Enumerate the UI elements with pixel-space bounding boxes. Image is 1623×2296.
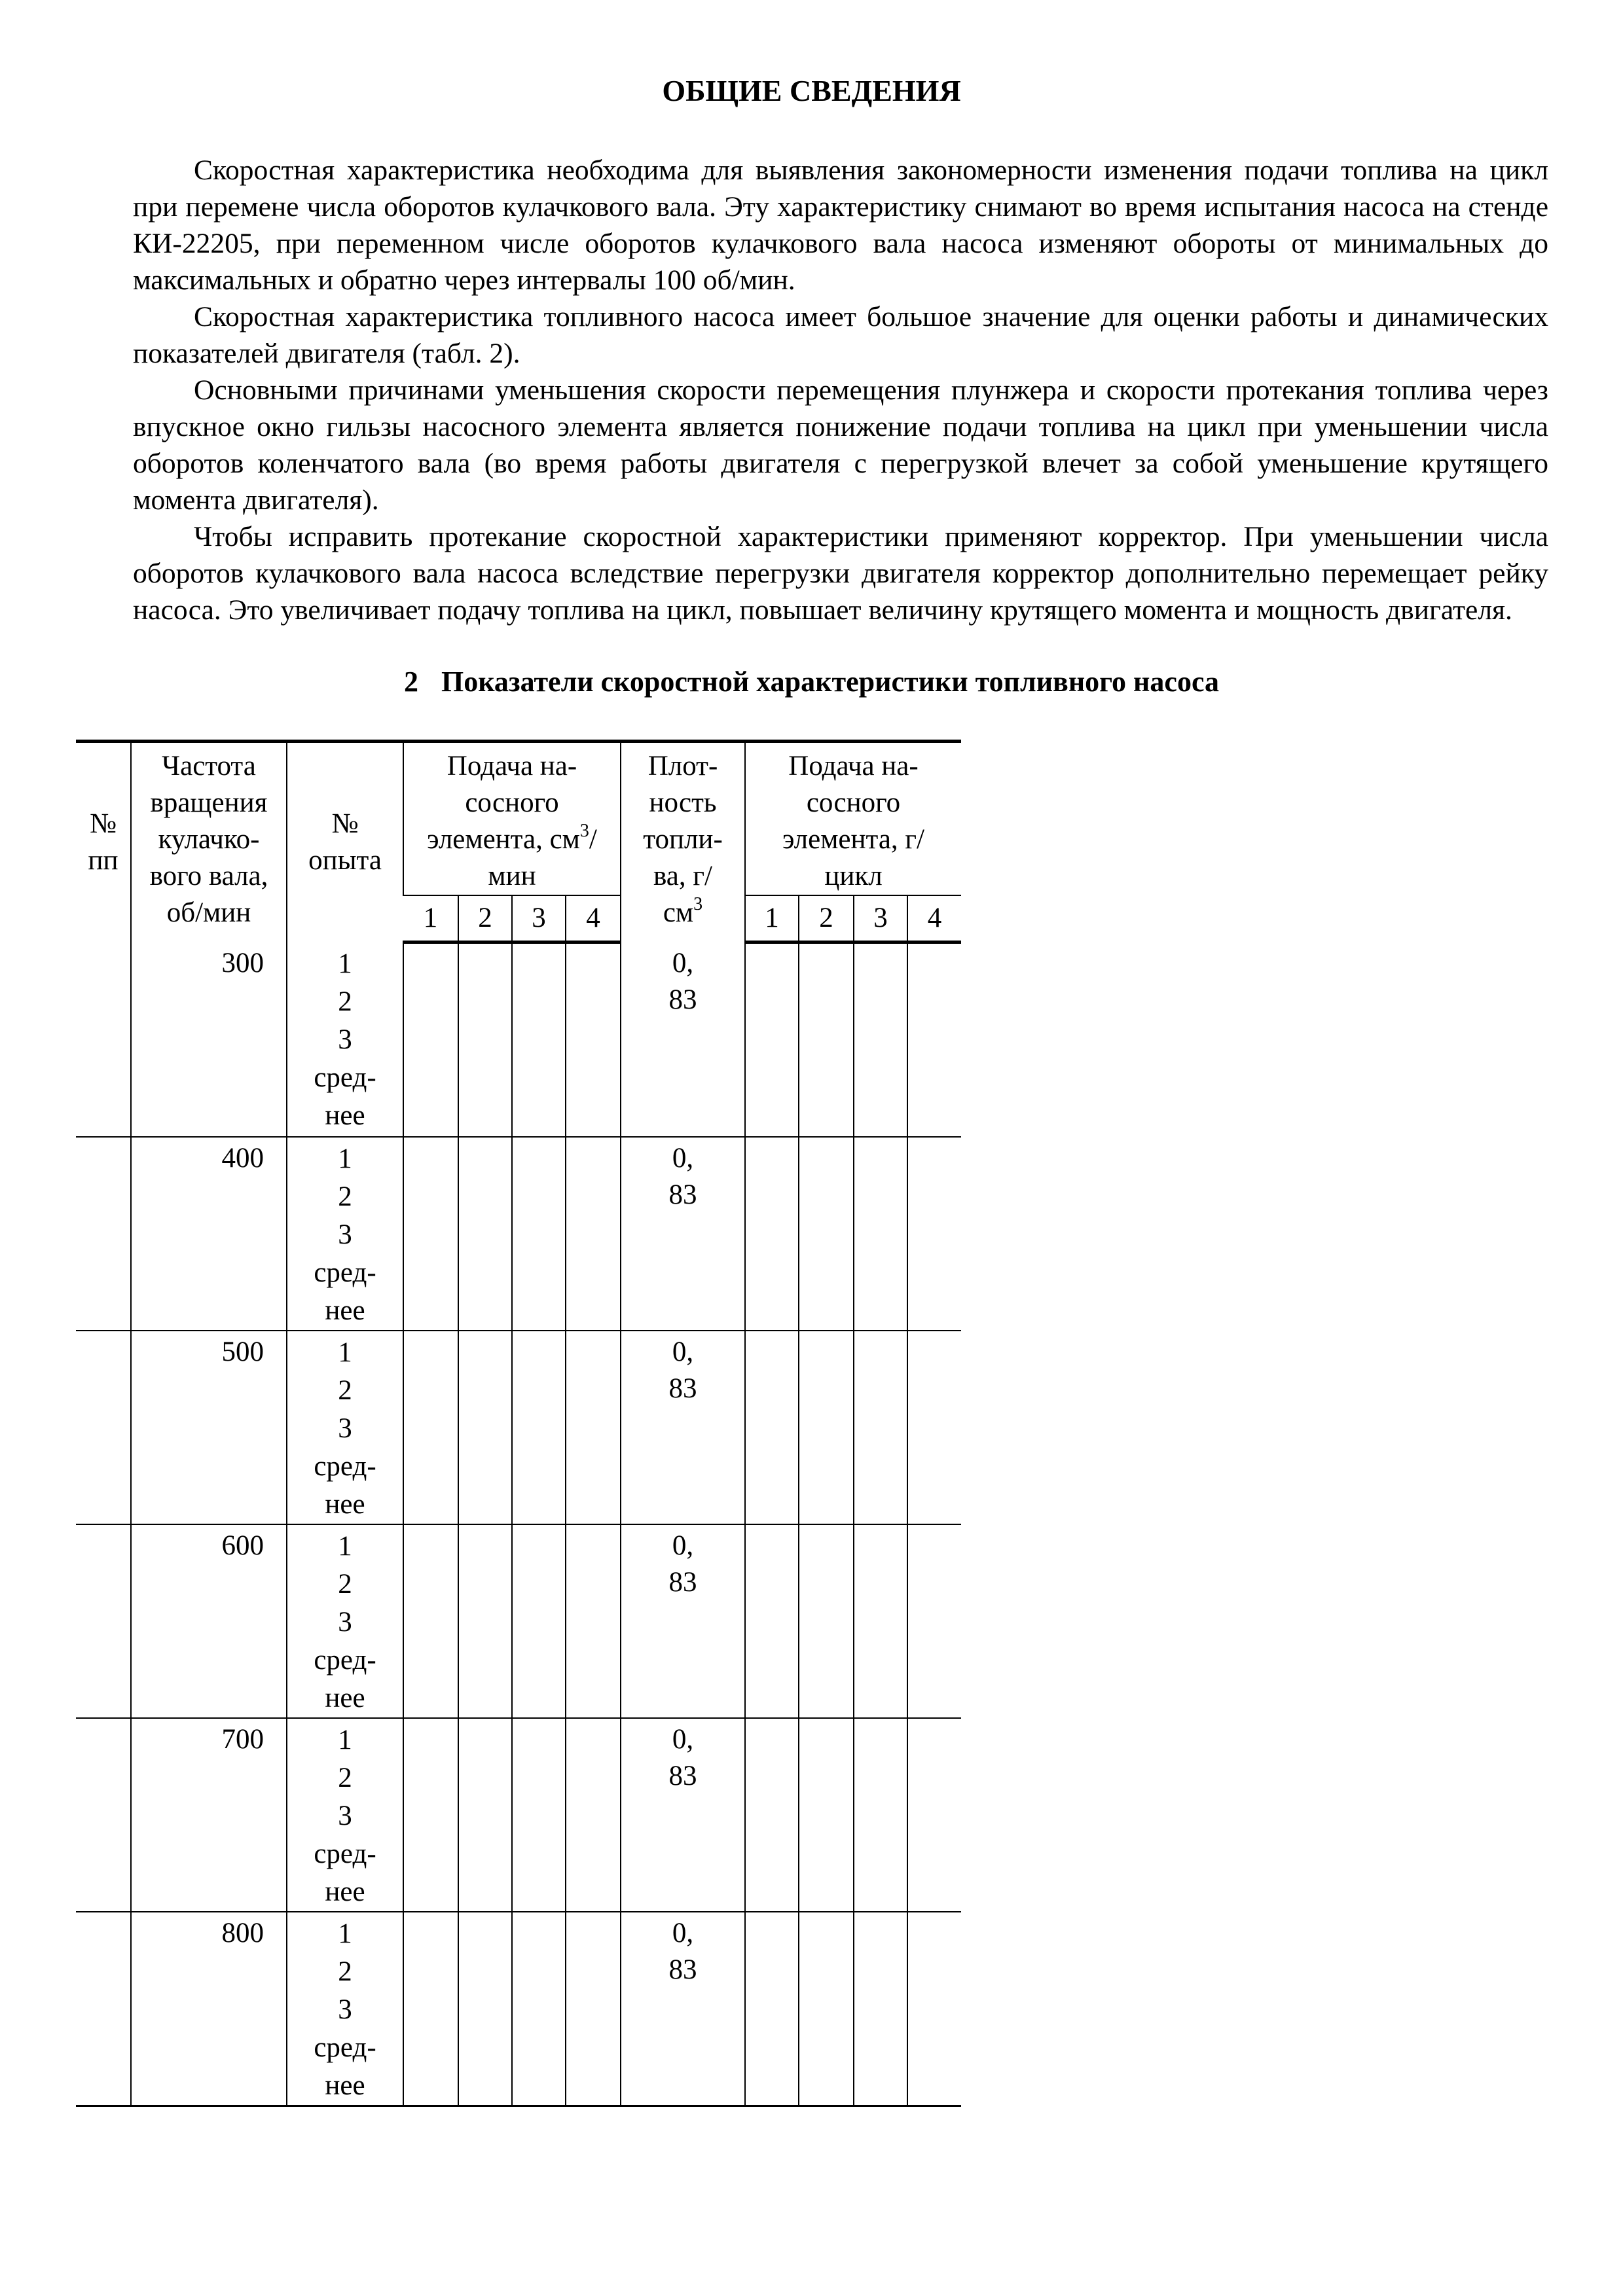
trial-cell: 1 2 3 сред- нее: [287, 1137, 403, 1331]
table-title: Показатели скоростной характеристики топливного насоса: [441, 666, 1220, 698]
flow-mass-cell: [854, 1137, 907, 1331]
flow-mass-cell: [799, 1331, 854, 1524]
flow-mass-cell: [854, 1912, 907, 2106]
flow-mass-cell: [799, 1912, 854, 2106]
flow-mass-cell: [907, 942, 961, 1138]
speed-cell: 400: [131, 1137, 287, 1331]
row-number-cell: [76, 1524, 131, 1718]
table-row: [76, 1331, 961, 1524]
table-row: [76, 1524, 961, 1718]
header-sub-col: 1: [403, 895, 458, 942]
flow-volume-cell: [512, 1331, 566, 1524]
flow-mass-cell: [745, 1524, 799, 1718]
flow-volume-cell: [403, 1331, 458, 1524]
header-sub-col: 2: [799, 895, 854, 942]
header-sub-col: 4: [907, 895, 961, 942]
trial-cell: 1 2 3 сред- нее: [287, 1912, 403, 2106]
flow-volume-cell: [403, 1524, 458, 1718]
flow-mass-cell: [799, 942, 854, 1138]
header-sub-col: 1: [745, 895, 799, 942]
flow-volume-cell: [512, 942, 566, 1138]
header-flow-volume: Подача на-сосного элемента, $см^3$/мин: [403, 742, 621, 896]
table-caption: [0, 665, 1623, 698]
row-number-cell: [76, 1331, 131, 1524]
flow-volume-cell: [458, 1718, 512, 1912]
flow-volume-cell: [458, 1331, 512, 1524]
flow-volume-cell: [566, 1912, 621, 2106]
flow-volume-cell: [512, 1524, 566, 1718]
flow-mass-cell: [854, 942, 907, 1138]
density-cell: 0, 83: [621, 1137, 745, 1331]
flow-volume-cell: [403, 1137, 458, 1331]
density-cell: 0, 83: [621, 1912, 745, 2106]
flow-volume-cell: [512, 1718, 566, 1912]
density-cell: 0, 83: [621, 1331, 745, 1524]
page-heading: ОБЩИЕ СВЕДЕНИЯ: [662, 74, 961, 107]
flow-volume-cell: [566, 1137, 621, 1331]
flow-mass-cell: [745, 942, 799, 1138]
flow-volume-cell: [403, 1718, 458, 1912]
paragraph: Скоростная характеристика необходима для выявления закономерности изменения подачи топлива на цикл при перемене числа оборотов кулачкового вала. Эту характеристику снимают во время испытания насоса на стенде КИ-22205, при переменном числе оборотов кулачкового вала насоса изменяют обороты от минимальных до максимальных и обратно через интервалы 100 об/мин.: [133, 154, 1548, 296]
flow-mass-cell: [799, 1524, 854, 1718]
trial-cell: 1 2 3 сред- нее: [287, 1331, 403, 1524]
table-row: [76, 1137, 961, 1331]
speed-cell: 500: [131, 1331, 287, 1524]
flow-mass-cell: [745, 1718, 799, 1912]
header-density: Плот-ность топли-ва, $г/см^3$: [621, 742, 745, 942]
flow-mass-cell: [907, 1718, 961, 1912]
header-sub-col: 3: [512, 895, 566, 942]
row-number-cell: [76, 1718, 131, 1912]
paragraph: Скоростная характеристика топливного насоса имеет большое значение для оценки работы и динамических показателей двигателя (табл. 2).: [133, 301, 1548, 369]
flow-mass-cell: [907, 1912, 961, 2106]
header-row-number: № пп: [76, 742, 131, 942]
flow-volume-cell: [458, 942, 512, 1138]
flow-volume-cell: [512, 1912, 566, 2106]
row-number-cell: [76, 942, 131, 1138]
paragraph: Основными причинами уменьшения скорости перемещения плунжера и скорости протекания топлива через впускное окно гильзы насосного элемента является понижение подачи топлива на цикл при уменьшении числа оборотов коленчатого вала (во время работы двигателя с перегрузкой влечет за собой уменьшение крутящего момента двигателя).: [133, 374, 1548, 516]
header-speed: Частота вращения кулачко-вого вала, об/мин: [131, 742, 287, 942]
header-sub-col: 2: [458, 895, 512, 942]
speed-cell: 700: [131, 1718, 287, 1912]
density-cell: 0, 83: [621, 1524, 745, 1718]
flow-mass-cell: [745, 1331, 799, 1524]
table-row: [76, 1912, 961, 2106]
speed-cell: 800: [131, 1912, 287, 2106]
flow-mass-cell: [745, 1137, 799, 1331]
header-sub-col: 3: [854, 895, 907, 942]
header-sub-col: 4: [566, 895, 621, 942]
row-number-cell: [76, 1137, 131, 1331]
speed-characteristic-table: [76, 740, 961, 2107]
table-row: [76, 1718, 961, 1912]
speed-cell: 600: [131, 1524, 287, 1718]
density-cell: 0, 83: [621, 1718, 745, 1912]
trial-cell: 1 2 3 сред- нее: [287, 1718, 403, 1912]
table-header: [76, 742, 961, 942]
flow-mass-cell: [907, 1524, 961, 1718]
flow-volume-cell: [512, 1137, 566, 1331]
flow-mass-cell: [854, 1524, 907, 1718]
speed-cell: 300: [131, 942, 287, 1138]
flow-mass-cell: [745, 1912, 799, 2106]
table-row: [76, 942, 961, 1138]
flow-mass-cell: [907, 1331, 961, 1524]
flow-volume-cell: [403, 1912, 458, 2106]
row-number-cell: [76, 1912, 131, 2106]
flow-volume-cell: [458, 1137, 512, 1331]
header-flow-mass: Подача на-сосного элемента, г/цикл: [745, 742, 961, 896]
flow-volume-cell: [458, 1912, 512, 2106]
flow-volume-cell: [566, 1718, 621, 1912]
body-text: [133, 152, 1548, 628]
trial-cell: 1 2 3 сред- нее: [287, 1524, 403, 1718]
flow-volume-cell: [566, 942, 621, 1138]
flow-mass-cell: [799, 1137, 854, 1331]
flow-volume-cell: [403, 942, 458, 1138]
flow-mass-cell: [907, 1137, 961, 1331]
flow-mass-cell: [799, 1718, 854, 1912]
flow-volume-cell: [458, 1524, 512, 1718]
density-cell: 0, 83: [621, 942, 745, 1138]
flow-volume-cell: [566, 1331, 621, 1524]
paragraph: Чтобы исправить протекание скоростной характеристики применяют корректор. При уменьшении числа оборотов кулачкового вала насоса вследствие перегрузки двигателя корректор дополнительно перемещает рейку насоса. Это увеличивает подачу топлива на цикл, повышает величину крутящего момента и мощность двигателя.: [133, 521, 1548, 626]
trial-cell: 1 2 3 сред- нее: [287, 942, 403, 1138]
flow-mass-cell: [854, 1718, 907, 1912]
header-trial-number: № опыта: [287, 742, 403, 942]
table-body: [76, 942, 961, 2106]
flow-volume-cell: [566, 1524, 621, 1718]
flow-mass-cell: [854, 1331, 907, 1524]
table-number: 2: [403, 666, 418, 698]
